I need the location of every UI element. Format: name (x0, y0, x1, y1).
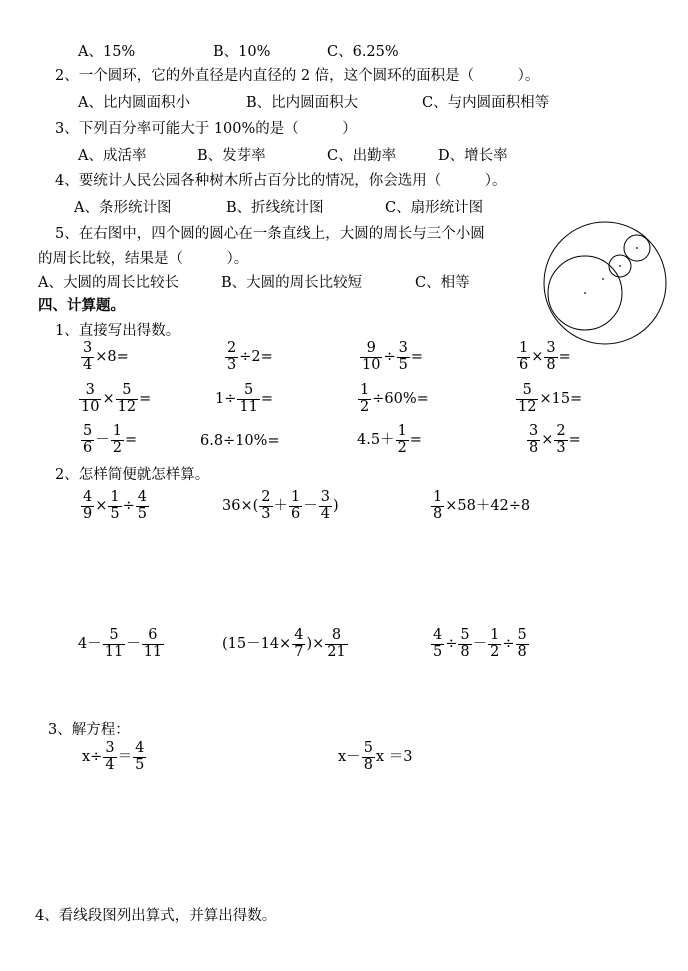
expr-text: = (410, 349, 423, 366)
numerator: 8 (325, 628, 347, 645)
q3-text: 3、下列百分率可能大于 100%的是（ ） (55, 121, 357, 137)
numerator: 5 (517, 627, 527, 643)
q2-option-a: A、比内圆面积小 (78, 95, 190, 111)
expr-text: ÷2= (239, 349, 273, 366)
numerator: 4 (83, 489, 93, 505)
fraction (319, 490, 332, 523)
fraction (81, 341, 94, 374)
expr-text: = (568, 432, 581, 449)
numerator: 2 (261, 489, 271, 505)
fraction (358, 383, 371, 416)
expr-text: ÷ (122, 498, 135, 515)
denominator: 8 (517, 643, 527, 660)
q3-option-b: B、发芽率 (197, 148, 266, 164)
numerator: 1 (291, 489, 301, 505)
fraction (103, 741, 116, 774)
numerator: 3 (546, 340, 556, 356)
expr-text: ÷60%= (372, 391, 429, 408)
simplify-title: 2、怎样简便就怎样算。 (55, 467, 210, 483)
numerator: 1 (490, 627, 500, 643)
expr-text: (15－14× (222, 636, 292, 653)
direct-expr (357, 383, 429, 416)
center-dot-large (602, 278, 604, 280)
fraction (544, 341, 557, 374)
fraction (458, 628, 471, 661)
fraction (360, 341, 382, 374)
numerator: 5 (516, 383, 538, 400)
denominator: 8 (546, 356, 556, 373)
numerator: 5 (460, 627, 470, 643)
fraction (108, 490, 121, 523)
direct-expr (359, 341, 423, 374)
direct-expr (80, 341, 129, 374)
numerator: 4 (137, 489, 148, 505)
denominator: 11 (143, 643, 163, 660)
fraction (136, 490, 149, 523)
expr-text: )× (306, 636, 325, 653)
denominator: 10 (81, 398, 100, 415)
simplify-expr (78, 628, 165, 661)
q4-option-b: B、折线统计图 (226, 200, 324, 216)
expr-text: x ＝3 (375, 749, 413, 766)
denominator: 4 (105, 756, 115, 773)
circles-figure (541, 219, 669, 347)
denominator: 8 (460, 643, 470, 660)
q5-line1: 5、在右图中，四个圆的圆心在一条直线上，大圆的周长与三个小圆 (55, 226, 485, 242)
fraction (396, 424, 409, 457)
expr-text: 1÷ (215, 391, 237, 408)
q4-text: 4、要统计人民公园各种树木所占百分比的情况，你会选用（ ）。 (55, 173, 507, 189)
fraction (225, 341, 238, 374)
numerator: 9 (360, 341, 382, 358)
denominator: 2 (360, 398, 370, 415)
denominator: 6 (291, 505, 301, 522)
direct-expr (224, 341, 273, 374)
fraction (289, 490, 302, 523)
denominator: 9 (83, 505, 93, 522)
numerator: 4 (433, 627, 443, 643)
denominator: 3 (227, 356, 237, 373)
numerator: 6 (142, 628, 164, 645)
q4-option-c: C、扇形统计图 (385, 200, 484, 216)
fraction (133, 741, 146, 774)
equation-title: 3、解方程： (48, 722, 130, 738)
expr-text: 6.8÷10%= (200, 433, 280, 449)
fraction (111, 424, 124, 457)
fraction (488, 628, 501, 661)
expr-text: ÷ (383, 349, 396, 366)
q5-option-c: C、相等 (415, 275, 470, 291)
numerator: 4 (294, 627, 304, 643)
fraction (516, 383, 538, 416)
q2-text: 2、一个圆环，它的外直径是内直径的 2 倍，这个圆环的面积是（ ）。 (55, 68, 540, 84)
expr-text: = (260, 391, 273, 408)
numerator: 5 (116, 383, 138, 400)
numerator: 3 (105, 740, 115, 756)
numerator: 2 (556, 423, 566, 439)
direct-expr (78, 383, 151, 416)
fraction (431, 628, 444, 661)
simplify-expr (222, 628, 349, 661)
numerator: 3 (398, 340, 408, 356)
q2-option-c: C、与内圆面积相等 (422, 95, 550, 111)
denominator: 8 (433, 505, 443, 522)
numerator: 1 (433, 489, 443, 505)
line-diagram-title: 4、看线段图列出算式，并算出得数。 (35, 908, 277, 924)
denominator: 11 (239, 398, 258, 415)
expr-text: ÷ (502, 636, 515, 653)
simplify-expr (430, 628, 530, 661)
denominator: 2 (490, 643, 500, 660)
q5-option-a: A、大圆的周长比较长 (38, 275, 179, 291)
equation-expr (338, 741, 412, 774)
fraction (79, 383, 101, 416)
expr-text: ÷ (445, 636, 458, 653)
fraction (397, 341, 410, 374)
q1-option-c: C、6.25% (327, 44, 399, 60)
expr-text: ×58＋42÷8 (445, 498, 531, 515)
numerator: 2 (227, 340, 237, 356)
numerator: 1 (397, 423, 407, 439)
fraction (259, 490, 272, 523)
fraction (237, 383, 259, 416)
denominator: 5 (398, 356, 408, 373)
direct-expr (357, 424, 422, 457)
expr-text: = (139, 391, 152, 408)
expr-text: 36×( (222, 498, 259, 515)
equation-expr (82, 741, 147, 774)
direct-expr (526, 424, 581, 457)
denominator: 8 (529, 439, 539, 456)
expr-text: ) (332, 498, 339, 515)
fraction (292, 628, 305, 661)
denominator: 2 (397, 439, 407, 456)
expr-text: × (102, 391, 115, 408)
denominator: 11 (104, 643, 124, 660)
fraction (325, 628, 347, 661)
expr-text: 4－ (78, 636, 102, 653)
expr-text: 4.5＋ (357, 432, 395, 449)
fraction (431, 490, 444, 523)
expr-text: × (531, 349, 544, 366)
expr-text: x÷ (82, 749, 103, 766)
fraction (81, 424, 94, 457)
numerator: 5 (237, 383, 259, 400)
direct-calc-title: 1、直接写出得数。 (55, 323, 181, 339)
denominator: 2 (112, 439, 122, 456)
denominator: 10 (362, 356, 381, 373)
expr-text: ×8= (95, 349, 129, 366)
denominator: 8 (363, 756, 373, 773)
section4-title: 四、计算题。 (38, 297, 125, 314)
denominator: 21 (327, 643, 346, 660)
denominator: 5 (110, 505, 120, 522)
center-dot-3 (636, 247, 638, 249)
q2-option-b: B、比内圆面积大 (246, 95, 359, 111)
q3-option-c: C、出勤率 (327, 148, 397, 164)
center-dot-2 (619, 265, 621, 267)
denominator: 6 (83, 439, 93, 456)
expr-text: － (126, 636, 141, 653)
expr-text: = (409, 432, 422, 449)
q1-option-a: A、15% (78, 44, 136, 60)
numerator: 1 (519, 340, 529, 356)
fraction (554, 424, 567, 457)
simplify-expr (80, 490, 150, 523)
denominator: 3 (261, 505, 271, 522)
denominator: 7 (294, 643, 304, 660)
direct-expr (80, 424, 137, 457)
numerator: 3 (79, 383, 101, 400)
fraction (103, 628, 125, 661)
expr-text: x－ (338, 749, 361, 766)
numerator: 1 (360, 382, 370, 398)
direct-expr (516, 341, 571, 374)
expr-text: ＋ (273, 498, 288, 515)
denominator: 3 (556, 439, 566, 456)
center-dot-1 (584, 292, 586, 294)
denominator: 4 (83, 356, 93, 373)
fraction (362, 741, 375, 774)
denominator: 5 (135, 756, 145, 773)
fraction (116, 383, 138, 416)
denominator: 12 (117, 398, 137, 415)
denominator: 6 (519, 356, 529, 373)
numerator: 5 (363, 740, 373, 756)
numerator: 4 (135, 740, 145, 756)
expr-text: = (558, 349, 571, 366)
expr-text: × (95, 498, 108, 515)
q5-line2: 的周长比较，结果是（ ）。 (38, 251, 249, 267)
denominator: 12 (518, 398, 537, 415)
denominator: 5 (137, 505, 148, 522)
numerator: 3 (320, 489, 330, 505)
expr-text: ×15= (539, 391, 583, 408)
direct-expr (515, 383, 582, 416)
q5-option-b: B、大圆的周长比较短 (221, 275, 363, 291)
numerator: 1 (112, 423, 122, 439)
expr-text: － (95, 432, 110, 449)
direct-expr (215, 383, 273, 416)
numerator: 1 (110, 489, 120, 505)
simplify-expr (430, 490, 530, 523)
expr-text: ＝ (117, 749, 133, 766)
fraction (527, 424, 540, 457)
expr-text: － (303, 498, 318, 515)
fraction (142, 628, 164, 661)
numerator: 3 (529, 423, 539, 439)
fraction (81, 490, 94, 523)
q1-option-b: B、10% (213, 44, 271, 60)
q4-option-a: A、条形统计图 (74, 200, 172, 216)
direct-expr (200, 434, 280, 449)
simplify-expr (222, 490, 339, 523)
numerator: 5 (103, 628, 125, 645)
q3-option-d: D、增长率 (438, 148, 508, 164)
q3-option-a: A、成活率 (78, 148, 147, 164)
numerator: 5 (83, 423, 93, 439)
fraction (517, 341, 530, 374)
expr-text: － (472, 636, 488, 653)
numerator: 3 (83, 340, 93, 356)
fraction (516, 628, 529, 661)
denominator: 4 (320, 505, 330, 522)
expr-text: × (541, 432, 554, 449)
denominator: 5 (433, 643, 443, 660)
expr-text: = (124, 432, 138, 449)
